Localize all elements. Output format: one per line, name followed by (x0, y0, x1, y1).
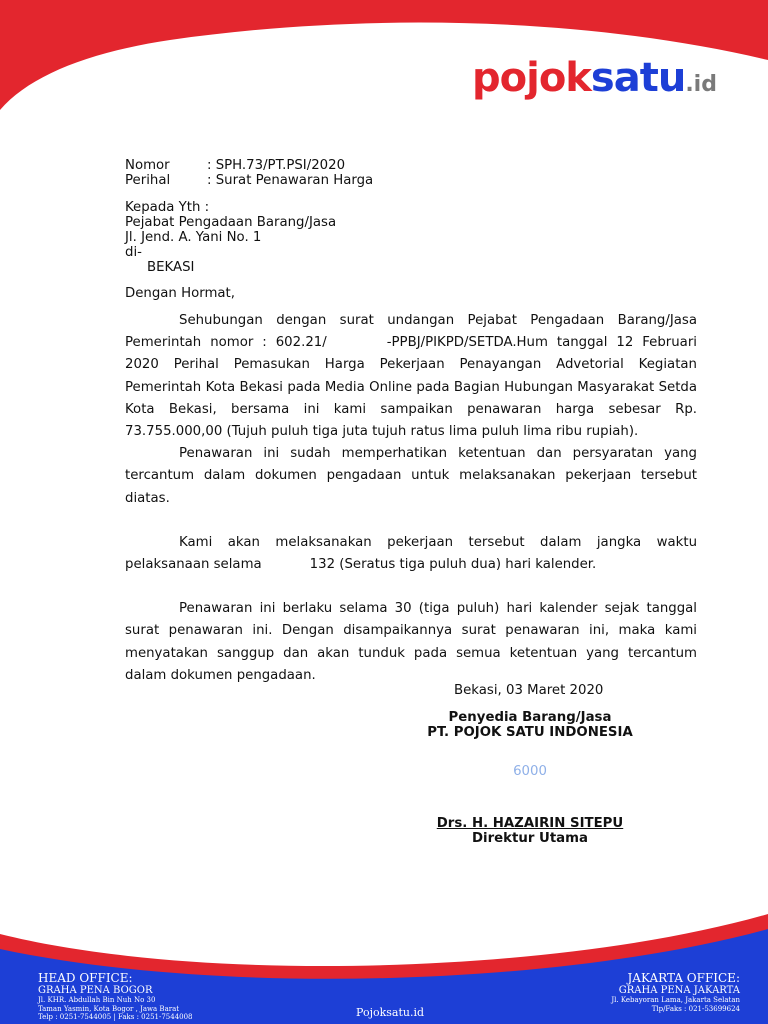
recipient-address: Jl. Jend. A. Yani No. 1 (125, 230, 262, 245)
paragraph-2: Penawaran ini sudah memperhatikan ketentuan dan persyaratan yang tercantum dalam dokumen pengadaan untuk melaksanakan pekerjaan tersebut diatas. (125, 446, 697, 506)
sign-company: PT. POJOK SATU INDONESIA (427, 725, 633, 740)
greeting: Dengan Hormat, (125, 286, 235, 301)
signature-block (400, 683, 660, 846)
sign-date: Bekasi, 03 Maret 2020 (454, 683, 604, 698)
perihal-value: : Surat Penawaran Harga (207, 173, 374, 188)
website-label: Pojoksatu.id (356, 1006, 425, 1019)
head-office-info (38, 972, 218, 1022)
perihal-label: Perihal (125, 173, 171, 188)
recipient-block (125, 200, 697, 275)
sign-role: Penyedia Barang/Jasa (448, 710, 612, 725)
recipient-di: di- (125, 245, 142, 260)
letter-meta (125, 158, 697, 188)
head-office-phone: Telp : 0251-7544005 | Faks : 0251-7544008 (38, 1013, 193, 1021)
recipient-name: Pejabat Pengadaan Barang/Jasa (125, 215, 337, 230)
pojoksatu-logo: pojoksatu.id (472, 55, 717, 101)
nomor-value: : SPH.73/PT.PSI/2020 (207, 158, 346, 173)
head-office-address-1: Jl. KHR. Abdullah Bin Nuh No 30 (38, 996, 156, 1004)
recipient-city: BEKASI (147, 260, 195, 275)
head-office-title: HEAD OFFICE: (38, 971, 133, 985)
paragraph-3: Kami akan melaksanakan pekerjaan tersebut dalam jangka waktu pelaksanaan selama 132 (Seratus tiga puluh dua) hari kalender. (125, 534, 697, 573)
jakarta-office-title: JAKARTA OFFICE: (627, 971, 740, 985)
letter-body (125, 310, 697, 687)
stamp-mark: 6000 (513, 764, 547, 779)
jakarta-office-phone: Tlp/Faks : 021-53699624 (651, 1004, 740, 1013)
nomor-label: Nomor (125, 158, 170, 173)
head-office-address-2: Taman Yasmin, Kota Bogor , Jawa Barat (38, 1004, 180, 1013)
head-office-name: GRAHA PENA BOGOR (38, 985, 153, 996)
jakarta-office-name: GRAHA PENA JAKARTA (618, 985, 740, 996)
recipient-salutation: Kepada Yth : (125, 200, 210, 215)
signer-title: Direktur Utama (472, 831, 588, 846)
paragraph-4: Penawaran ini berlaku selama 30 (tiga puluh) hari kalender sejak tanggal surat penawaran ini. Dengan disampaikannya surat penawaran ini, maka kami menyatakan sanggup dan akan tunduk pada semua ketentuan yang tercantum dalam dokumen pengadaan. (125, 601, 697, 683)
paragraph-1: Sehubungan dengan surat undangan Pejabat Pengadaan Barang/Jasa Pemerintah nomor : 602.21/ -PPBJ/PIKPD/SETDA.Hum tanggal 12 Februari 2020 Perihal Pemasukan Harga Pekerjaan Penayangan Advetorial Kegiatan Pemerintah Kota Bekasi pada Media Online pada Bagian Hubungan Masyarakat Setda Kota Bekasi, bersama ini kami sampaikan penawaran harga sebesar Rp. 73.755.000,00 (Tujuh puluh tiga juta tujuh ratus lima puluh lima ribu rupiah). (125, 313, 697, 440)
jakarta-office-info (570, 972, 740, 1013)
signer-name: Drs. H. HAZAIRIN SITEPU (436, 816, 624, 831)
jakarta-office-address: Jl. Kebayoran Lama, Jakarta Selatan (611, 996, 740, 1004)
